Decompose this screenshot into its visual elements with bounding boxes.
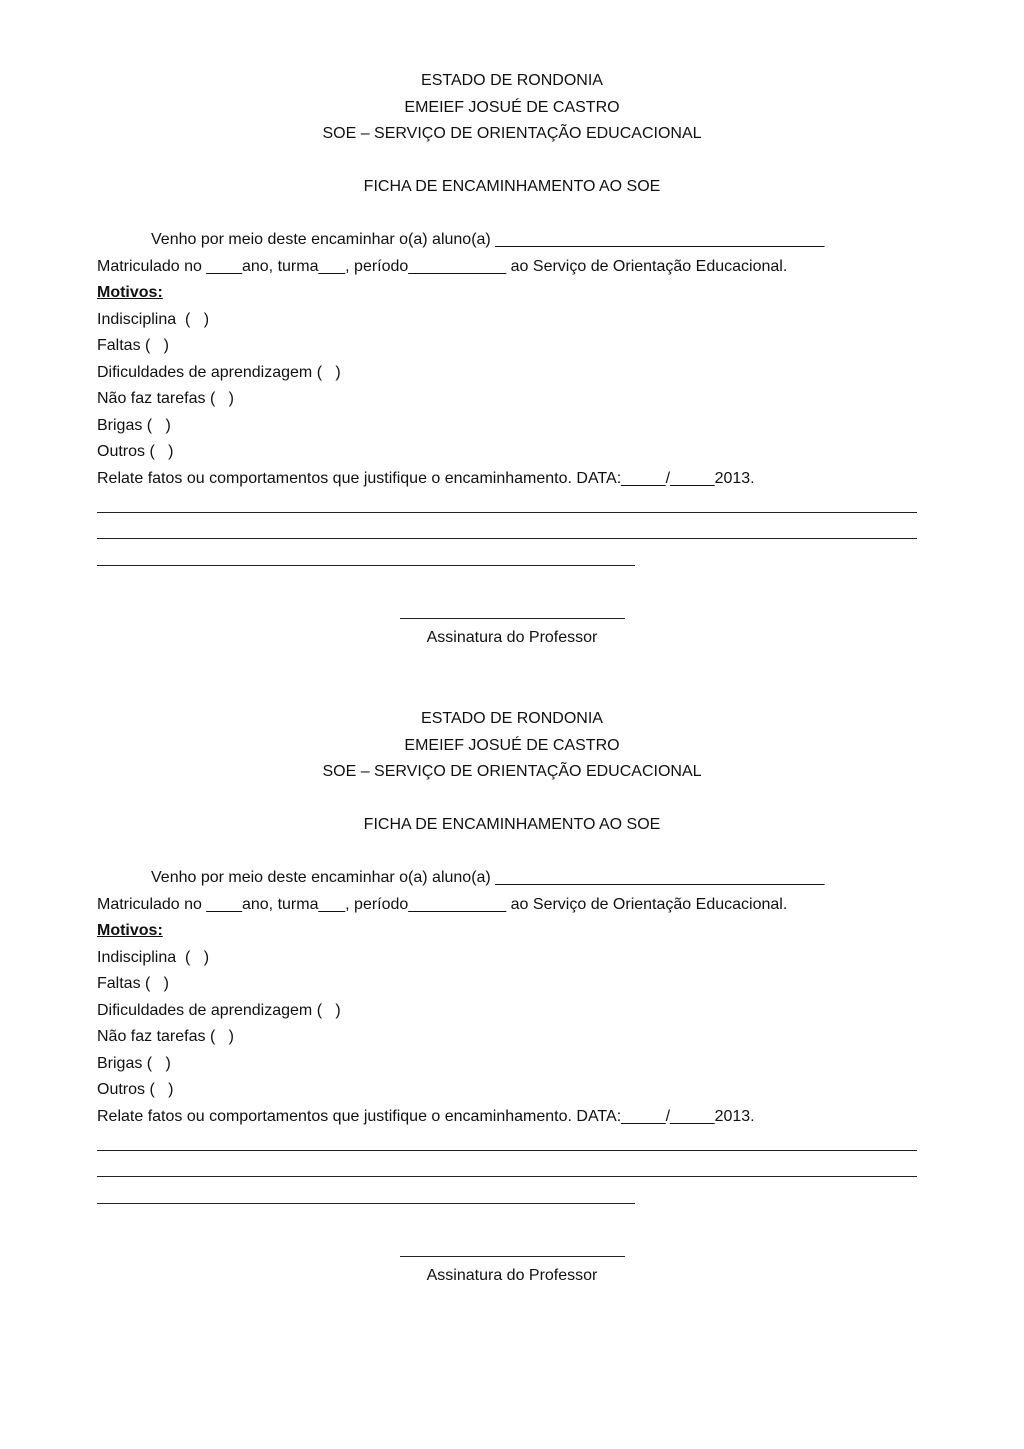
report-instruction: Relate fatos ou comportamentos que justifique o encaminhamento. DATA:_____/_____2013.	[97, 469, 755, 487]
reason-learning-difficulties: Dificuldades de aprendizagem ( )	[97, 1001, 341, 1019]
header-state: ESTADO DE RONDONIA	[421, 72, 603, 89]
reason-absences: Faltas ( )	[97, 337, 170, 354]
spacer	[97, 572, 927, 599]
report-line-1	[97, 492, 927, 519]
reason-learning-difficulties: Dificuldades de aprendizagem ( )	[97, 363, 341, 381]
reason-no-homework: Não faz tarefas ( )	[97, 390, 234, 407]
motivos-label: Motivos:	[97, 922, 163, 939]
form-title: FICHA DE ENCAMINHAMENTO AO SOE	[363, 816, 661, 833]
report-line-2	[97, 519, 927, 546]
motivos-label: Motivos:	[97, 284, 163, 301]
reason-others: Outros ( )	[97, 443, 174, 460]
reason-indiscipline: Indisciplina ( )	[97, 948, 210, 966]
signature-label: Assinatura do Professor	[426, 1266, 598, 1284]
report-instruction: Relate fatos ou comportamentos que justifique o encaminhamento. DATA:_____/_____2013.	[97, 1107, 755, 1125]
header-service: SOE – SERVIÇO DE ORIENTAÇÃO EDUCACIONAL	[322, 125, 702, 142]
motivos-heading	[97, 918, 927, 945]
referral-form-1	[97, 68, 927, 651]
header-state: ESTADO DE RONDONIA	[421, 710, 603, 727]
signature-label: Assinatura do Professor	[426, 628, 598, 646]
reason-indiscipline: Indisciplina ( )	[97, 310, 210, 328]
reason-fights: Brigas ( )	[97, 416, 171, 434]
enrollment-line: Matriculado no ____ano, turma___, período___________ ao Serviço de Orientação Educacional.	[97, 895, 788, 913]
referral-form-2	[97, 706, 927, 1289]
form-title: FICHA DE ENCAMINHAMENTO AO SOE	[363, 178, 661, 195]
signature-line	[97, 1236, 927, 1263]
spacer	[97, 201, 927, 228]
student-referral-line: Venho por meio deste encaminhar o(a) aluno(a) _____________________________________	[151, 869, 825, 886]
reason-others: Outros ( )	[97, 1081, 174, 1098]
report-line-2	[97, 1157, 927, 1184]
reason-no-homework: Não faz tarefas ( )	[97, 1028, 234, 1045]
reason-absences: Faltas ( )	[97, 975, 170, 992]
spacer	[97, 786, 927, 813]
header-service: SOE – SERVIÇO DE ORIENTAÇÃO EDUCACIONAL	[322, 763, 702, 780]
motivos-heading	[97, 280, 927, 307]
reason-fights: Brigas ( )	[97, 1054, 171, 1072]
report-line-3	[97, 1183, 927, 1210]
enrollment-line: Matriculado no ____ano, turma___, período___________ ao Serviço de Orientação Educacional.	[97, 257, 788, 275]
header-school: EMEIEF JOSUÉ DE CASTRO	[404, 736, 620, 754]
spacer	[97, 148, 927, 175]
signature-line	[97, 598, 927, 625]
spacer	[97, 839, 927, 866]
student-referral-line: Venho por meio deste encaminhar o(a) aluno(a) _____________________________________	[151, 231, 825, 248]
report-line-3	[97, 545, 927, 572]
header-school: EMEIEF JOSUÉ DE CASTRO	[404, 98, 620, 116]
report-line-1	[97, 1130, 927, 1157]
spacer	[97, 1210, 927, 1237]
